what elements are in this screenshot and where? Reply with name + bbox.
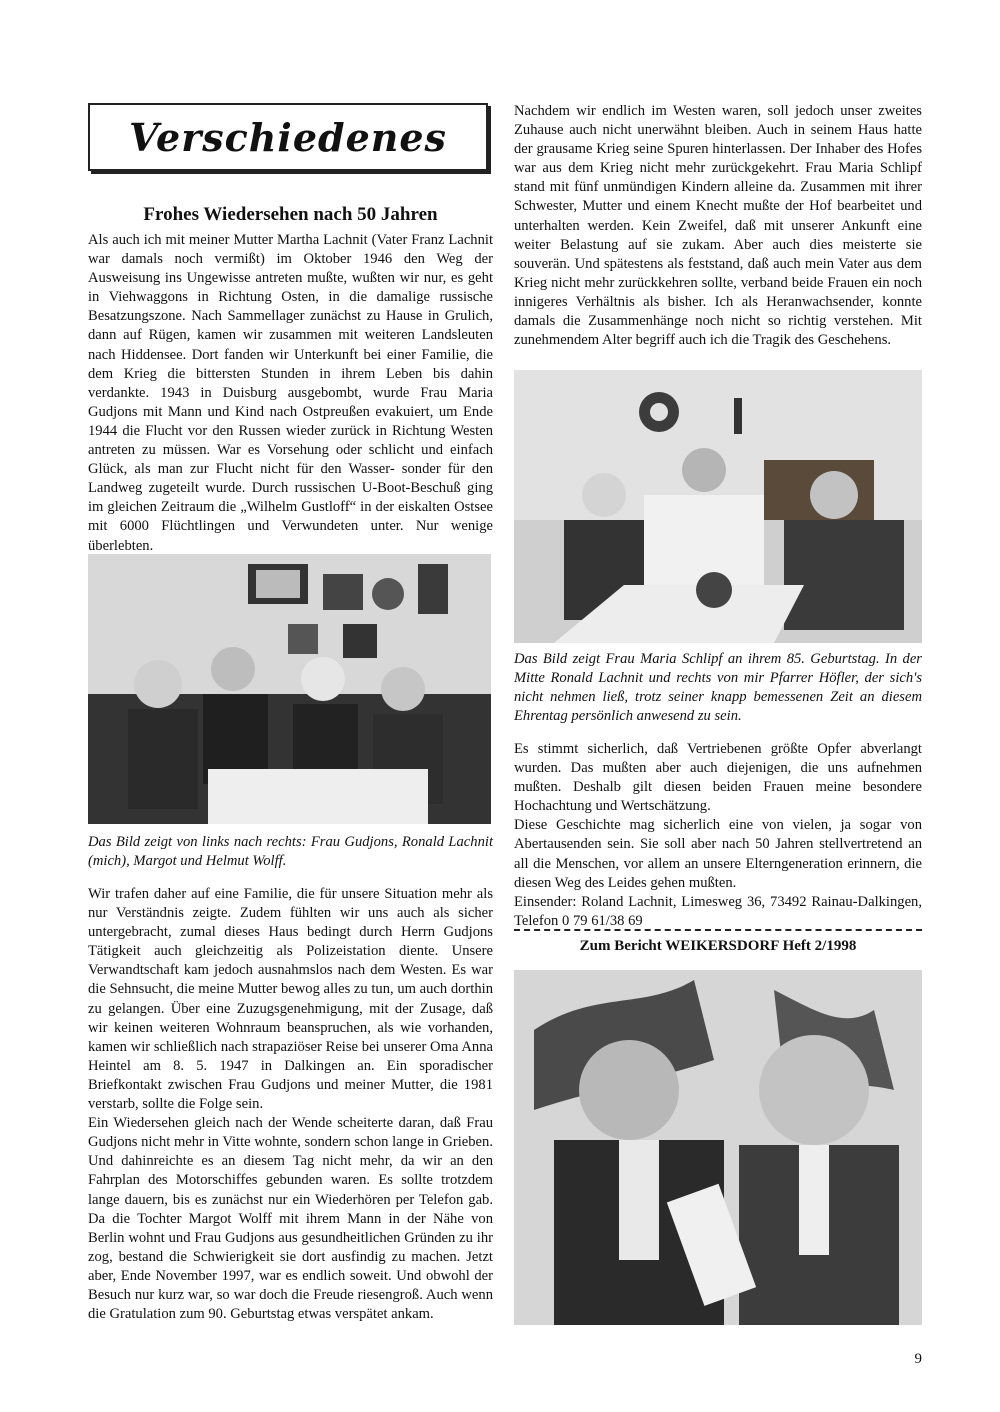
article-paragraph: Diese Geschichte mag sicherlich eine von vielen, ja sogar von Abertausenden sein. Sie soll aber nach 50 Jahren stellvertretend an all die Menschen, vor allem an unsere Elterngeneration erinnern, die diesen Weg des Leides gehen mußten. bbox=[514, 817, 922, 891]
article-paragraph: Als auch ich mit meiner Mutter Martha Lachnit (Vater Franz Lachnit war damals noch vermißt) im Oktober 1946 den Weg der Ausweisung ins Ungewisse antreten mußte, wußten wir nur, es geht in Viehwaggons in Richtung Osten, in die damalige russische Besatzungszone. Nach Sammellager zunächst zu Hause in Grulich, dann auf Rügen, kamen wir zusammen mit weiteren Landsleuten nach Hiddensee. Dort fanden wir Unterkunft bei einer Familie, die dem Krieg die bittersten Stunden in ihrem Leben bis dahin verdankte. 1943 in Duisburg ausgebombt, wurde Frau Maria Gudjons mit Mann und Kind nach Ostpreußen evakuiert, um Ende 1944 die Flucht vor den Russen wieder zurück in Richtung Westen antreten zu müssen. War es Vorsehung oder schlicht und einfach Glück, als man zur Flucht nicht für den Wasser- sonder für den Landweg zugeteilt wurde. Durch russischen U-Boot-Beschuß ging im gleichen Zeitraum die „Wilhelm Gustloff“ in der eiskalten Ostsee mit 6000 Flüchtlingen und Verwundeten unter. Nur wenige überlebten. bbox=[88, 232, 493, 554]
photo2-caption: Das Bild zeigt Frau Maria Schlipf an ihrem 85. Geburtstag. In der Mitte Ronald Lachnit und rechts von mir Pfarrer Höfler, der sich's nicht nehmen ließ, trotz seiner knapp bemessenen Zeit an diesem Ehrentag persönlich anwesend zu sein. bbox=[514, 651, 922, 725]
left-column-bottom bbox=[88, 885, 493, 1324]
photo-two-men bbox=[514, 970, 922, 1325]
article-paragraph: Wir trafen daher auf eine Familie, die für unsere Situation mehr als nur Verständnis zeigte. Zudem fühlten wir uns auch als sicher untergebracht, zumal dieses Haus bedingt durch Herrn Gudjons Tätigkeit auch gleichzeitig als Polizeistation diente. Unsere Verwandtschaft kam jedoch ausnahmslos nach dem Westen. Es war die Sehnsucht, die meine Mutter bewog alles zu tun, um auch dorthin zu gelangen. Über eine Zuzugsgenehmigung, mit der Zusage, daß wir keinen weiteren Wohnraum beanspruchen, als wie vorhanden, kamen wir schließlich nach strapaziöser Reise bei unserer Oma Anna Heintel am 8. 5. 1947 in Dalkingen an. Ein sporadischer Briefkontakt zwischen Frau Gudjons und meiner Mutter, die 1981 verstarb, sollte die Folge sein. bbox=[88, 886, 493, 1113]
section-title-banner bbox=[88, 103, 488, 171]
article-paragraph: Nachdem wir endlich im Westen waren, soll jedoch unser zweites Zuhause auch nicht unerwähnt bleiben. Auch in seinem Haus hatte der grausame Krieg seine Spuren hinterlassen. Der Inhaber des Hofes war aus dem Krieg nicht mehr zurückgekehrt. Frau Maria Schlipf stand mit fünf unmündigen Kindern alleine da. Zusammen mit ihrer Schwester, Mutter und einem Knecht mußte der Hof bearbeitet und unterhalten werden. Kein Zweifel, daß mit unserer Ankunft eine weiter Belastung auf sie zukam. Aber auch dies meisterte sie souverän. Und spätestens als feststand, daß auch mein Vater aus dem Krieg nicht mehr zurückkehren sollte, verband beide Frauen ein noch innigeres Verhältnis als bisher. Ich als Heranwachsender, konnte damals die Zusammenhänge noch nicht so richtig verstehen. Mit zunehmendem Alter begriff auch ich die Tragik des Geschehens. bbox=[514, 103, 922, 349]
sender-line: Einsender: Roland Lachnit, Limesweg 36, 73492 Rainau-Dalkingen, Telefon 0 79 61/38 69 bbox=[514, 893, 922, 929]
photo-illustration bbox=[88, 554, 491, 824]
photo-birthday bbox=[514, 370, 922, 643]
dashed-divider bbox=[514, 929, 922, 931]
article-paragraph: Ein Wiedersehen gleich nach der Wende scheiterte daran, daß Frau Gudjons nicht mehr in Vitte wohnte, sondern schon lange in Grieben. Und dahinreichte es an diesem Tag nicht mehr, da wir an den Fahrplan des Motorschiffes gebunden waren. Es sollte trotzdem lange dauern, bis es zunächst nur ein Wiederhören per Telefon gab. Da die Tochter Margot Wolff mit ihrem Mann in der Nähe von Berlin wohnt und Frau Gudjons aus gesundheitlichen Gründen zu ihr zog, bestand die Schwierigkeit sie dort ausfindig zu machen. Jetzt aber, Ende November 1997, war es endlich soweit. Und obwohl der Besuch nur kurz war, so war doch die Freude riesengroß. Auch wenn die Gratulation zum 90. Geburtstag etwas verspätet ankam. bbox=[88, 1115, 493, 1323]
article-paragraph: Es stimmt sicherlich, daß Vertriebenen größte Opfer abverlangt wurden. Das mußten aber auch diejenigen, die uns aufnehmen mußten. Deshalb gilt diesen beiden Frauen meine besondere Hochachtung und Wertschätzung. bbox=[514, 741, 922, 815]
section-title: Verschiedenes bbox=[129, 114, 447, 160]
left-column-top bbox=[88, 231, 493, 556]
right-column-top bbox=[514, 102, 922, 350]
photo-illustration bbox=[514, 370, 922, 643]
photo1-caption: Das Bild zeigt von links nach rechts: Frau Gudjons, Ronald Lachnit (mich), Margot und Helmut Wolff. bbox=[88, 834, 493, 870]
page-number: 9 bbox=[914, 1351, 922, 1367]
second-article-headline: Zum Bericht WEIKERSDORF Heft 2/1998 bbox=[579, 938, 857, 954]
article-headline: Frohes Wiedersehen nach 50 Jahren bbox=[143, 204, 438, 225]
photo-illustration bbox=[514, 970, 922, 1325]
photo-group-four-people bbox=[88, 554, 491, 824]
right-column-middle bbox=[514, 740, 922, 931]
